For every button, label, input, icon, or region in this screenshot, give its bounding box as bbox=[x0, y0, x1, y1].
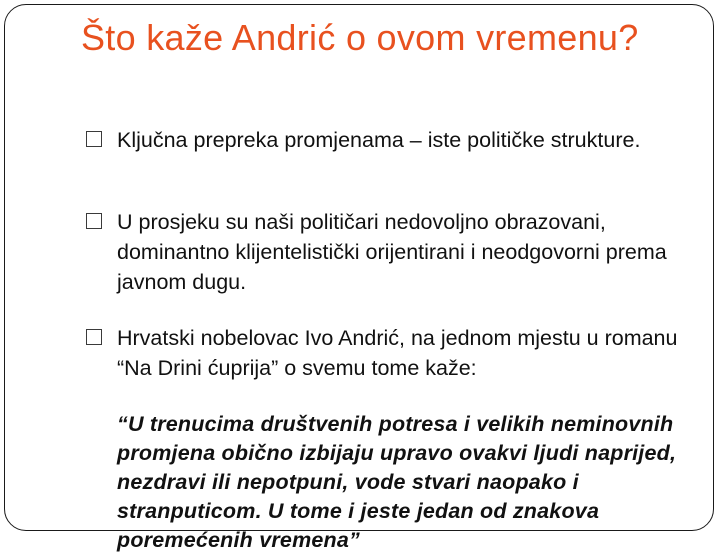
slide-title: Što kaže Andrić o ovom vremenu? bbox=[81, 17, 639, 58]
bullet-text: Ključna prepreka promjenama – iste političke strukture. bbox=[117, 128, 641, 152]
andric-quote: “U trenucima društvenih potresa i velikih neminovnih promjena obično izbijaju upravo ovakvi ljudi naprijed, nezdravi ili nepotpuni, vode stvari naopako i stranputicom. U tome i jeste jedan od znakova poremećenih vremena” bbox=[117, 412, 677, 552]
slide-frame bbox=[4, 4, 714, 552]
bullet-item bbox=[85, 207, 685, 297]
hollow-square-icon bbox=[86, 329, 102, 345]
bullet-item bbox=[85, 323, 685, 383]
hollow-square-icon bbox=[86, 213, 102, 229]
bullet-text: Hrvatski nobelovac Ivo Andrić, na jednom mjestu u romanu “Na Drini ćuprija” o svemu tome kaže: bbox=[117, 326, 678, 380]
bullet-item bbox=[85, 125, 685, 155]
bullet-text: U prosjeku su naši političari nedovoljno obrazovani, dominantno klijentelistički orijentirani i neodgovorni prema javnom dugu. bbox=[117, 210, 667, 294]
hollow-square-icon bbox=[86, 131, 102, 147]
